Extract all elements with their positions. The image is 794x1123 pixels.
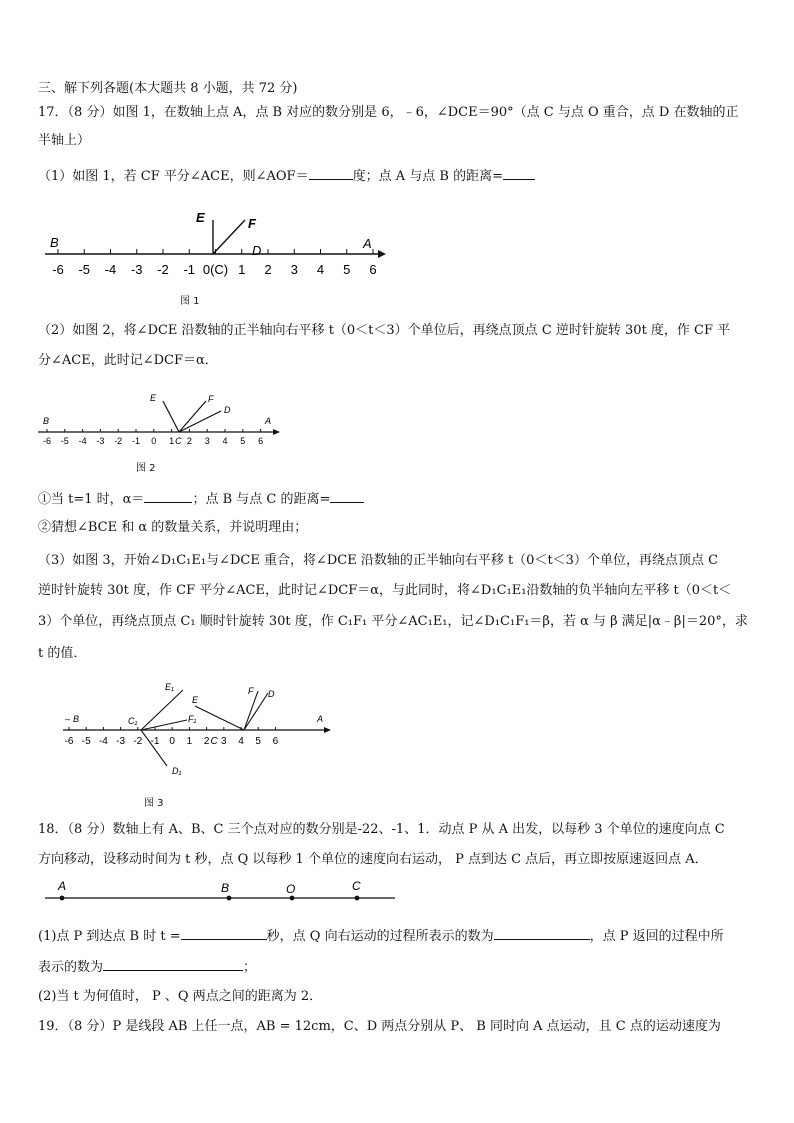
point-a <box>60 896 65 901</box>
q17-sub1 <box>38 490 364 508</box>
ray-c1e1 <box>141 690 183 730</box>
ray-c1f1 <box>141 720 187 730</box>
point-label-f: F <box>248 216 256 231</box>
q17-part1-text-b: 度；点 A 与点 B 的距离= <box>352 169 503 184</box>
ray-ce <box>195 706 244 730</box>
point-label-o: O <box>286 882 296 896</box>
q18-part1-line1 <box>38 927 724 945</box>
tick-label: -1 <box>150 736 160 747</box>
tick-label: 1 <box>238 262 246 277</box>
tick-label: -5 <box>78 262 91 277</box>
axis-arrow <box>273 429 280 435</box>
tick-label: -3 <box>116 736 126 747</box>
point-label-a: A <box>363 236 372 251</box>
point-label-d: D <box>268 689 275 699</box>
tick-label: -6 <box>42 436 52 446</box>
point-o <box>290 896 295 901</box>
q17-part3-line4: t 的值． <box>38 646 87 661</box>
point-label-f1: F₁ <box>188 714 197 724</box>
answer-blank[interactable] <box>103 958 243 971</box>
axis-arrow <box>378 250 386 258</box>
tick-label: -1 <box>131 436 141 446</box>
point-label-f: F <box>248 686 254 696</box>
q18-stem-line2: 方向移动，设移动时间为 t 秒，点 Q 以每秒 1 个单位的速度向右运动， P 点到达 C 点后，再立即按原速返回点 A． <box>38 852 708 867</box>
q17-part3-line2: 逆时针旋转 30t 度，作 CF 平分∠ACE，此时记∠DCF＝α，与此同时，将∠D₁C₁E₁沿数轴的负半轴向左平移 t（0＜t＜ <box>38 583 732 598</box>
point-label-e: E <box>192 695 199 705</box>
tick-label: -6 <box>52 262 64 277</box>
answer-blank[interactable] <box>503 167 535 180</box>
q17-part3-line3: 3）个单位，再绕点顶点 C₁ 顺时针旋转 30t 度，作 C₁F₁ 平分∠AC₁E₁，记∠D₁C₁F₁＝β，若 α 与 β 满足|α﹣β|＝20°，求 <box>38 614 748 629</box>
point-label-b: B <box>73 714 80 724</box>
tick-label: -2 <box>133 736 143 747</box>
point-label-b: B <box>221 881 230 895</box>
tick-label: 1 <box>169 436 175 446</box>
tick-label: -6 <box>64 736 74 747</box>
tick-label: -5 <box>81 736 91 747</box>
answer-blank[interactable] <box>144 490 192 503</box>
point-b <box>227 896 232 901</box>
answer-blank[interactable] <box>309 167 353 180</box>
figure-3-number-line <box>55 678 340 788</box>
point-label-f: F <box>208 394 214 404</box>
q18-part1-line2 <box>38 958 256 976</box>
q17-part2-line1: （2）如图 2，将∠DCE 沿数轴的正半轴向右平移 t（0＜t＜3）个单位后，再绕点顶点 C 逆时针旋转 30t 度，作 CF 平 <box>38 323 731 338</box>
tick-label: 1 <box>186 736 193 747</box>
answer-blank[interactable] <box>181 927 267 940</box>
tick-label: -2 <box>157 262 169 277</box>
section-heading: 三、解下列各题(本大题共 8 小题，共 72 分) <box>38 81 298 96</box>
point-label-b: B <box>43 416 50 426</box>
answer-blank[interactable] <box>330 490 364 503</box>
point-label-c: C <box>352 879 361 893</box>
tick-label: 6 <box>258 436 264 446</box>
point-label-a: A <box>265 416 272 426</box>
q18-part1-text-e: ； <box>243 960 257 975</box>
tick-label: -2 <box>114 436 123 446</box>
ray-cf <box>244 691 258 730</box>
tick-label: 3 <box>290 262 298 277</box>
q17-stem-line2: 半轴上） <box>38 133 91 148</box>
point-label-e1: E₁ <box>165 682 174 692</box>
tick-label: -4 <box>78 436 87 446</box>
tick-label: 0(C) <box>202 262 229 277</box>
point-label-b: B <box>50 235 59 250</box>
point-label-c: C <box>175 436 182 446</box>
tick-label: 2 <box>203 736 210 747</box>
q18-part1-text-b: 秒，点 Q 向右运动的过程所表示的数为 <box>266 929 494 944</box>
q17-sub2: ②猜想∠BCE 和 α 的数量关系，并说明理由； <box>38 520 308 535</box>
q19-stem-line1: 19．（8 分）P 是线段 AB 上任一点，AB = 12cm，C、D 两点分别从 P、 B 同时向 A 点运动，且 C 点的运动速度为 <box>38 1019 721 1034</box>
tick-label: 5 <box>240 436 246 446</box>
ray-ce <box>163 401 179 432</box>
point-label-b-prefix: – <box>65 714 71 724</box>
tick-label: -4 <box>104 262 117 277</box>
figure-2-caption: 图 2 <box>136 463 156 474</box>
q17-part3-line1: （3）如图 3，开始∠D₁C₁E₁与∠DCE 重合，将∠DCE 沿数轴的正半轴向右平移 t（0＜t＜3）个单位，再绕点顶点 C <box>38 553 719 568</box>
q17-stem-line1: 17．（8 分）如图 1，在数轴上点 A，点 B 对应的数分别是 6，﹣6，∠DCE＝90°（点 C 与点 O 重合，点 D 在数轴的正 <box>38 105 739 120</box>
q17-sub1-text-a: ①当 t=1 时，α＝ <box>38 492 145 507</box>
point-label-a: A <box>58 879 67 893</box>
axis-arrow <box>324 727 331 733</box>
point-label-a: A <box>317 714 324 724</box>
ray-cd <box>244 693 268 730</box>
tick-label: 3 <box>204 436 210 446</box>
point-label-d: D <box>224 405 231 415</box>
tick-label: 5 <box>255 736 261 747</box>
tick-label: 4 <box>222 436 228 446</box>
q18-part1-text-c: ，点 P 返回的过程中所 <box>589 929 724 944</box>
tick-label: 4 <box>316 262 325 277</box>
figure-3-caption: 图 3 <box>144 798 164 809</box>
ray-cf <box>213 220 245 254</box>
point-label-e: E <box>150 393 157 403</box>
q17-part1-text-a: （1）如图 1，若 CF 平分∠ACE，则∠AOF＝ <box>38 169 309 184</box>
point-label-c: C <box>210 736 218 747</box>
tick-label: -3 <box>130 262 143 277</box>
tick-label: 2 <box>186 436 192 446</box>
figure-2-number-line <box>30 387 290 449</box>
point-label-d1: D₁ <box>172 766 182 776</box>
tick-label: 3 <box>221 736 227 747</box>
point-label-c1: C₁ <box>128 716 138 726</box>
tick-label: 2 <box>264 262 272 277</box>
tick-label: -3 <box>96 436 105 446</box>
q18-number-line <box>40 878 400 908</box>
tick-label: 6 <box>369 262 377 277</box>
point-c <box>355 896 360 901</box>
tick-label: 6 <box>272 736 279 747</box>
tick-label: 4 <box>238 736 244 747</box>
q18-part1-text-d: 表示的数为 <box>38 960 104 975</box>
tick-label: 0 <box>151 436 157 446</box>
q17-sub1-text-b: ；点 B 与点 C 的距离= <box>192 492 331 507</box>
figure-1-number-line <box>30 200 400 284</box>
ray-cf <box>179 401 206 432</box>
q18-part1-text-a: (1)点 P 到达点 B 时 t = <box>38 929 181 944</box>
point-label-d: D <box>252 243 262 258</box>
figure-1-caption: 图 1 <box>180 296 200 307</box>
point-label-e: E <box>196 210 205 225</box>
answer-blank[interactable] <box>494 927 590 940</box>
ray-cd <box>179 411 221 432</box>
tick-label: -1 <box>183 262 196 277</box>
tick-label: 5 <box>343 262 351 277</box>
tick-label: -4 <box>98 736 108 747</box>
q18-stem-line1: 18．（8 分）数轴上有 A、B、C 三个点对应的数分别是-22、-1、1．动点 P 从 A 出发，以每秒 3 个单位的速度向点 C <box>38 822 725 837</box>
q17-part1 <box>38 167 535 185</box>
q17-part2-line2: 分∠ACE，此时记∠DCF＝α． <box>38 353 218 368</box>
tick-label: -5 <box>60 436 69 446</box>
q18-part2: (2)当 t 为何值时， P 、Q 两点之间的距离为 2． <box>38 989 323 1004</box>
tick-label: 0 <box>169 736 175 747</box>
